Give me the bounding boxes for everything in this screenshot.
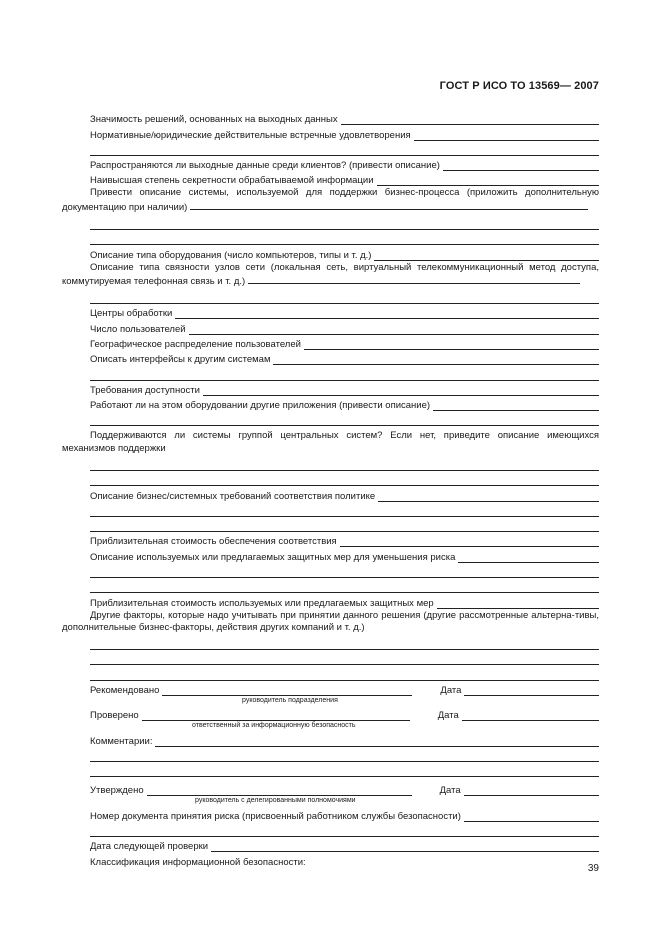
field-cost-measures: Приблизительная стоимость используемых или предлагаемых защитных мер xyxy=(62,593,599,608)
blank-line[interactable] xyxy=(90,517,599,532)
form-body xyxy=(62,110,599,868)
input-line[interactable] xyxy=(211,842,599,852)
signature-line[interactable] xyxy=(142,711,410,721)
field-centers: Центры обработки xyxy=(62,304,599,319)
input-line[interactable] xyxy=(248,274,580,284)
input-line[interactable] xyxy=(203,386,599,396)
field-regulatory: Нормативные/юридические действительные встречные удовлетворения xyxy=(62,125,599,140)
input-line[interactable] xyxy=(414,131,599,141)
blank-line[interactable] xyxy=(90,141,599,156)
input-line[interactable] xyxy=(458,553,599,563)
field-users: Число пользователей xyxy=(62,319,599,334)
checked-caption: ответственный за информационную безопасность xyxy=(192,722,356,730)
recommended-caption: руководитель подразделения xyxy=(242,696,338,704)
input-line[interactable] xyxy=(443,161,599,171)
input-line[interactable] xyxy=(189,325,599,335)
checked-row: Проверено Дата xyxy=(62,706,599,721)
blank-line[interactable] xyxy=(90,471,599,486)
field-doc-number: Номер документа принятия риска (присвоенный работником службы безопасности) xyxy=(62,806,599,821)
blank-line[interactable] xyxy=(90,502,599,517)
field-comments: Комментарии: xyxy=(62,731,599,746)
approved-caption: руководитель с делегированными полномочиями xyxy=(195,797,356,805)
field-interfaces: Описать интерфейсы к другим системам xyxy=(62,350,599,365)
field-other-factors: Другие факторы, которые надо учитывать при принятии данного решения (другие рассмотренные альтерна-тивы, дополнительные бизнес-факторы, действия других компаний и т. д.) xyxy=(62,609,599,634)
input-line[interactable] xyxy=(273,355,599,365)
field-other-apps: Работают ли на этом оборудовании другие приложения (привести описание) xyxy=(62,396,599,411)
blank-line[interactable] xyxy=(90,747,599,762)
date-line[interactable] xyxy=(464,786,599,796)
field-distributed: Распространяются ли выходные данные среди клиентов? (привести описание) xyxy=(62,156,599,171)
signature-line[interactable] xyxy=(147,786,412,796)
blank-line[interactable] xyxy=(90,635,599,650)
blank-line[interactable] xyxy=(90,665,599,680)
blank-line[interactable] xyxy=(90,289,599,304)
blank-line[interactable] xyxy=(90,822,599,837)
blank-line[interactable] xyxy=(90,563,599,578)
input-line[interactable] xyxy=(340,537,599,547)
field-equipment: Описание типа оборудования (число компьютеров, типы и т. д.) xyxy=(62,245,599,260)
input-line[interactable] xyxy=(464,812,599,822)
input-line[interactable] xyxy=(304,340,599,350)
page-number: 39 xyxy=(587,863,599,874)
blank-line[interactable] xyxy=(90,762,599,777)
input-line[interactable] xyxy=(155,737,599,747)
field-next-check: Дата следующей проверки xyxy=(62,837,599,852)
input-line[interactable] xyxy=(190,200,588,210)
input-line[interactable] xyxy=(377,176,599,186)
blank-line[interactable] xyxy=(90,650,599,665)
input-line[interactable] xyxy=(374,251,599,261)
date-line[interactable] xyxy=(464,686,599,696)
field-significance: Значимость решений, основанных на выходных данных xyxy=(62,110,599,125)
field-measures: Описание используемых или предлагаемых защитных мер для уменьшения риска xyxy=(62,547,599,562)
document-header: ГОСТ Р ИСО ТО 13569— 2007 xyxy=(439,80,599,92)
signature-line[interactable] xyxy=(162,686,412,696)
input-line[interactable] xyxy=(175,309,599,319)
blank-line[interactable] xyxy=(90,456,599,471)
blank-line[interactable] xyxy=(90,411,599,426)
input-line[interactable] xyxy=(378,492,599,502)
approved-row: Утверждено Дата xyxy=(62,781,599,796)
field-connectivity: Описание типа связности узлов сети (локальная сеть, виртуальный телекоммуникационный метод доступа, коммутируемая телефонная связь и т. д.) xyxy=(62,261,599,288)
recommended-row: Рекомендовано Дата xyxy=(62,681,599,696)
field-policy: Описание бизнес/системных требований соответствия политике xyxy=(62,486,599,501)
field-central: Поддерживаются ли системы группой центральных систем? Если нет, приведите описание имеющихся механизмов поддержки xyxy=(62,430,599,455)
field-system-desc: Привести описание системы, используемой для поддержки бизнес-процесса (приложить дополнительную документацию при наличии) xyxy=(62,187,599,214)
field-availability: Требования доступности xyxy=(62,381,599,396)
input-line[interactable] xyxy=(341,115,599,125)
input-line[interactable] xyxy=(433,401,599,411)
input-line[interactable] xyxy=(437,599,599,609)
field-classification: Классификация информационной безопасности: xyxy=(90,856,306,868)
date-line[interactable] xyxy=(462,711,599,721)
blank-line[interactable] xyxy=(90,215,599,230)
field-geo: Географическое распределение пользователей xyxy=(62,335,599,350)
blank-line[interactable] xyxy=(90,578,599,593)
field-secrecy: Наивысшая степень секретности обрабатываемой информации xyxy=(62,171,599,186)
field-cost-compliance: Приблизительная стоимость обеспечения соответствия xyxy=(62,532,599,547)
blank-line[interactable] xyxy=(90,365,599,380)
blank-line[interactable] xyxy=(90,230,599,245)
